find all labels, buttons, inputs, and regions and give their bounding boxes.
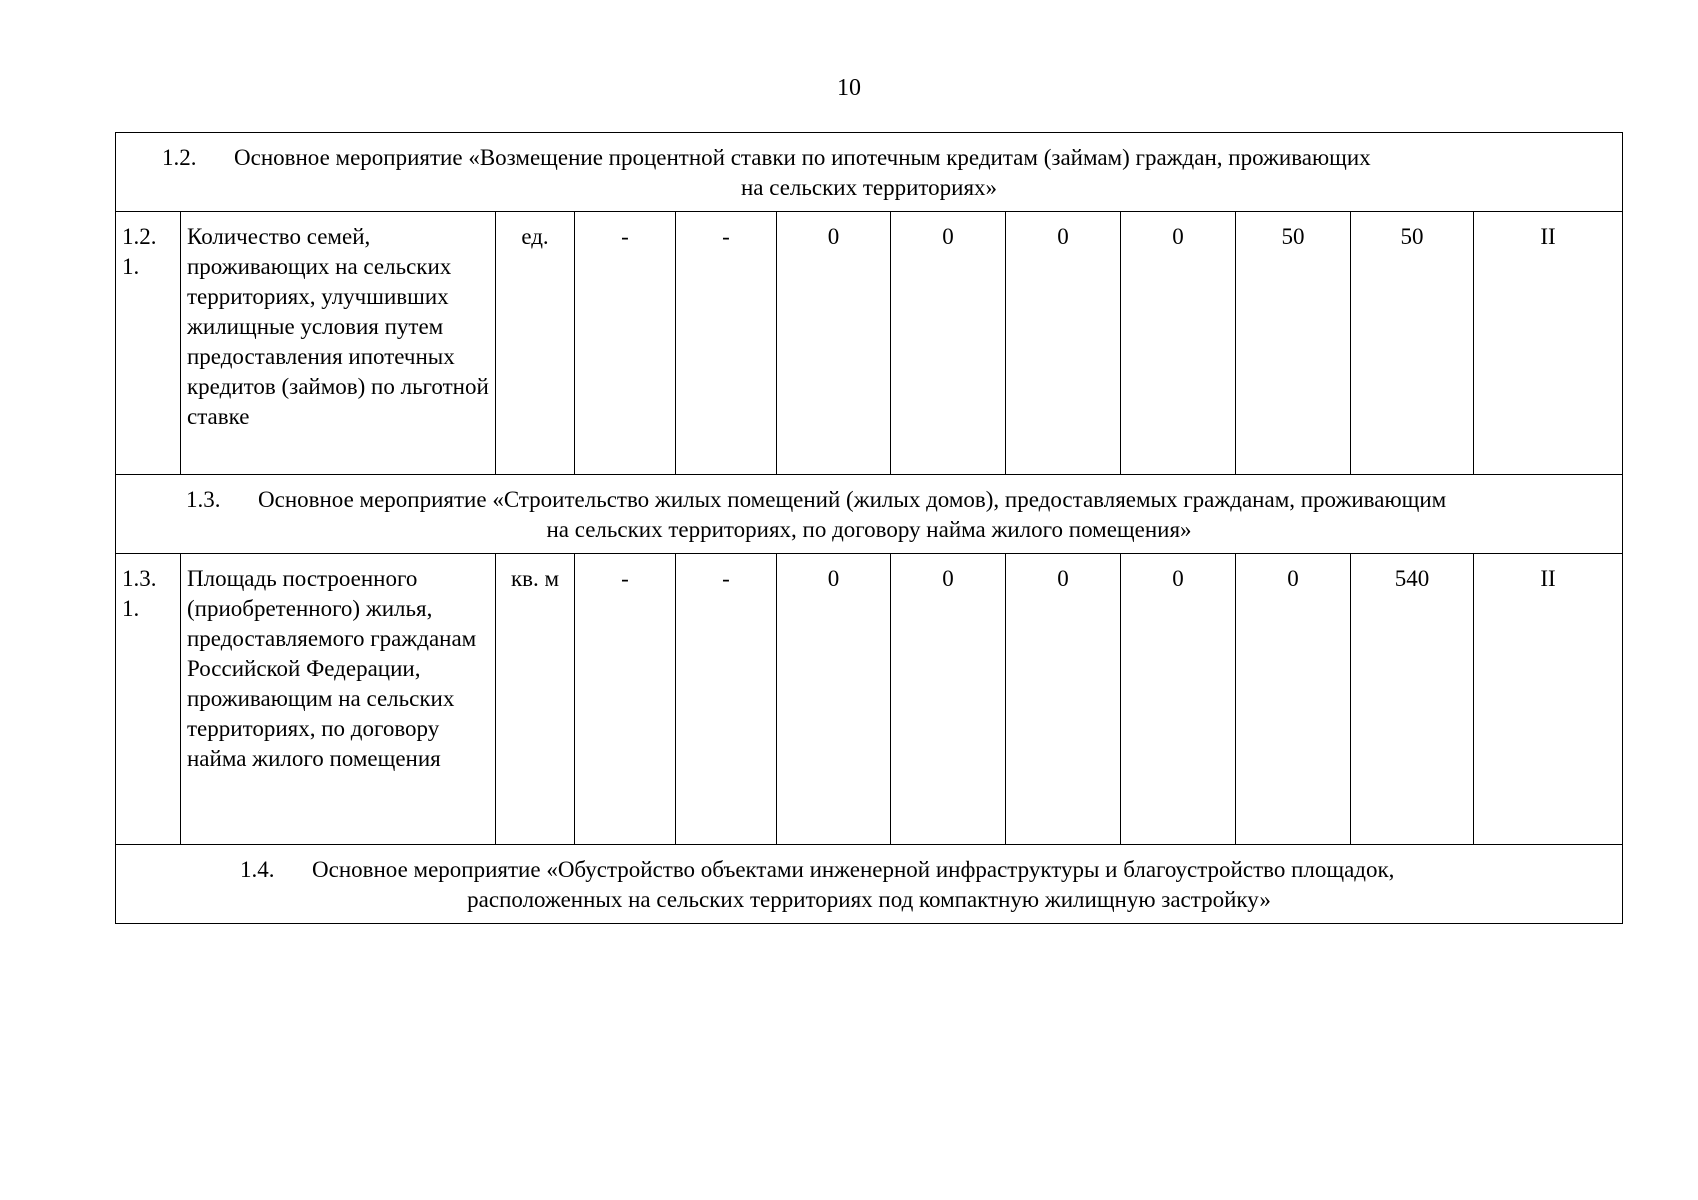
- section-title-cont: на сельских территориях, по договору найма жилого помещения»: [546, 517, 1192, 542]
- row-number: 1.2. 1.: [116, 212, 181, 475]
- section-title-cont: расположенных на сельских территориях под компактную жилищную застройку»: [467, 887, 1271, 912]
- table-row: [116, 212, 1623, 475]
- section-title: Основное мероприятие «Обустройство объектами инженерной инфраструктуры и благоустройство площадок,: [312, 857, 1395, 882]
- value-cell: 0: [891, 212, 1006, 475]
- indicator-name: Площадь построенного (приобретенного) жилья, предоставляемого гражданам Российской Федерации, проживающим на сельских территориях, по договору найма жилого помещения: [181, 554, 496, 845]
- value-cell: 0: [1006, 212, 1121, 475]
- value-cell: 0: [777, 554, 891, 845]
- unit-cell: ед.: [496, 212, 575, 475]
- value-cell: II: [1474, 212, 1623, 475]
- indicator-name: Количество семей, проживающих на сельских территориях, улучшивших жилищные условия путем предоставления ипотечных кредитов (займов) по льготной ставке: [181, 212, 496, 475]
- value-cell: 50: [1236, 212, 1351, 475]
- value-cell: -: [676, 554, 777, 845]
- value-cell: -: [575, 554, 676, 845]
- value-cell: 0: [1236, 554, 1351, 845]
- section-row: [116, 845, 1623, 924]
- value-cell: 0: [1121, 554, 1236, 845]
- section-title: Основное мероприятие «Возмещение процентной ставки по ипотечным кредитам (займам) граждан, проживающих: [234, 145, 1371, 170]
- value-cell: 50: [1351, 212, 1474, 475]
- value-cell: 0: [1006, 554, 1121, 845]
- section-title-cont: на сельских территориях»: [740, 175, 998, 200]
- row-number: 1.3. 1.: [116, 554, 181, 845]
- value-cell: II: [1474, 554, 1623, 845]
- section-header-1-3: [116, 475, 1623, 554]
- section-number: 1.3.: [186, 487, 221, 512]
- value-cell: -: [676, 212, 777, 475]
- value-cell: 540: [1351, 554, 1474, 845]
- section-number: 1.2.: [162, 145, 197, 170]
- unit-cell: кв. м: [496, 554, 575, 845]
- section-header-1-2: [116, 133, 1623, 212]
- value-cell: 0: [1121, 212, 1236, 475]
- page-number: 10: [837, 75, 861, 101]
- section-header-1-4: [116, 845, 1623, 924]
- value-cell: 0: [891, 554, 1006, 845]
- indicators-table: [115, 132, 1623, 924]
- section-title: Основное мероприятие «Строительство жилых помещений (жилых домов), предоставляемых гражданам, проживающим: [258, 487, 1447, 512]
- section-number: 1.4.: [240, 857, 275, 882]
- value-cell: -: [575, 212, 676, 475]
- value-cell: 0: [777, 212, 891, 475]
- section-row: [116, 133, 1623, 212]
- section-row: [116, 475, 1623, 554]
- table-row: [116, 554, 1623, 845]
